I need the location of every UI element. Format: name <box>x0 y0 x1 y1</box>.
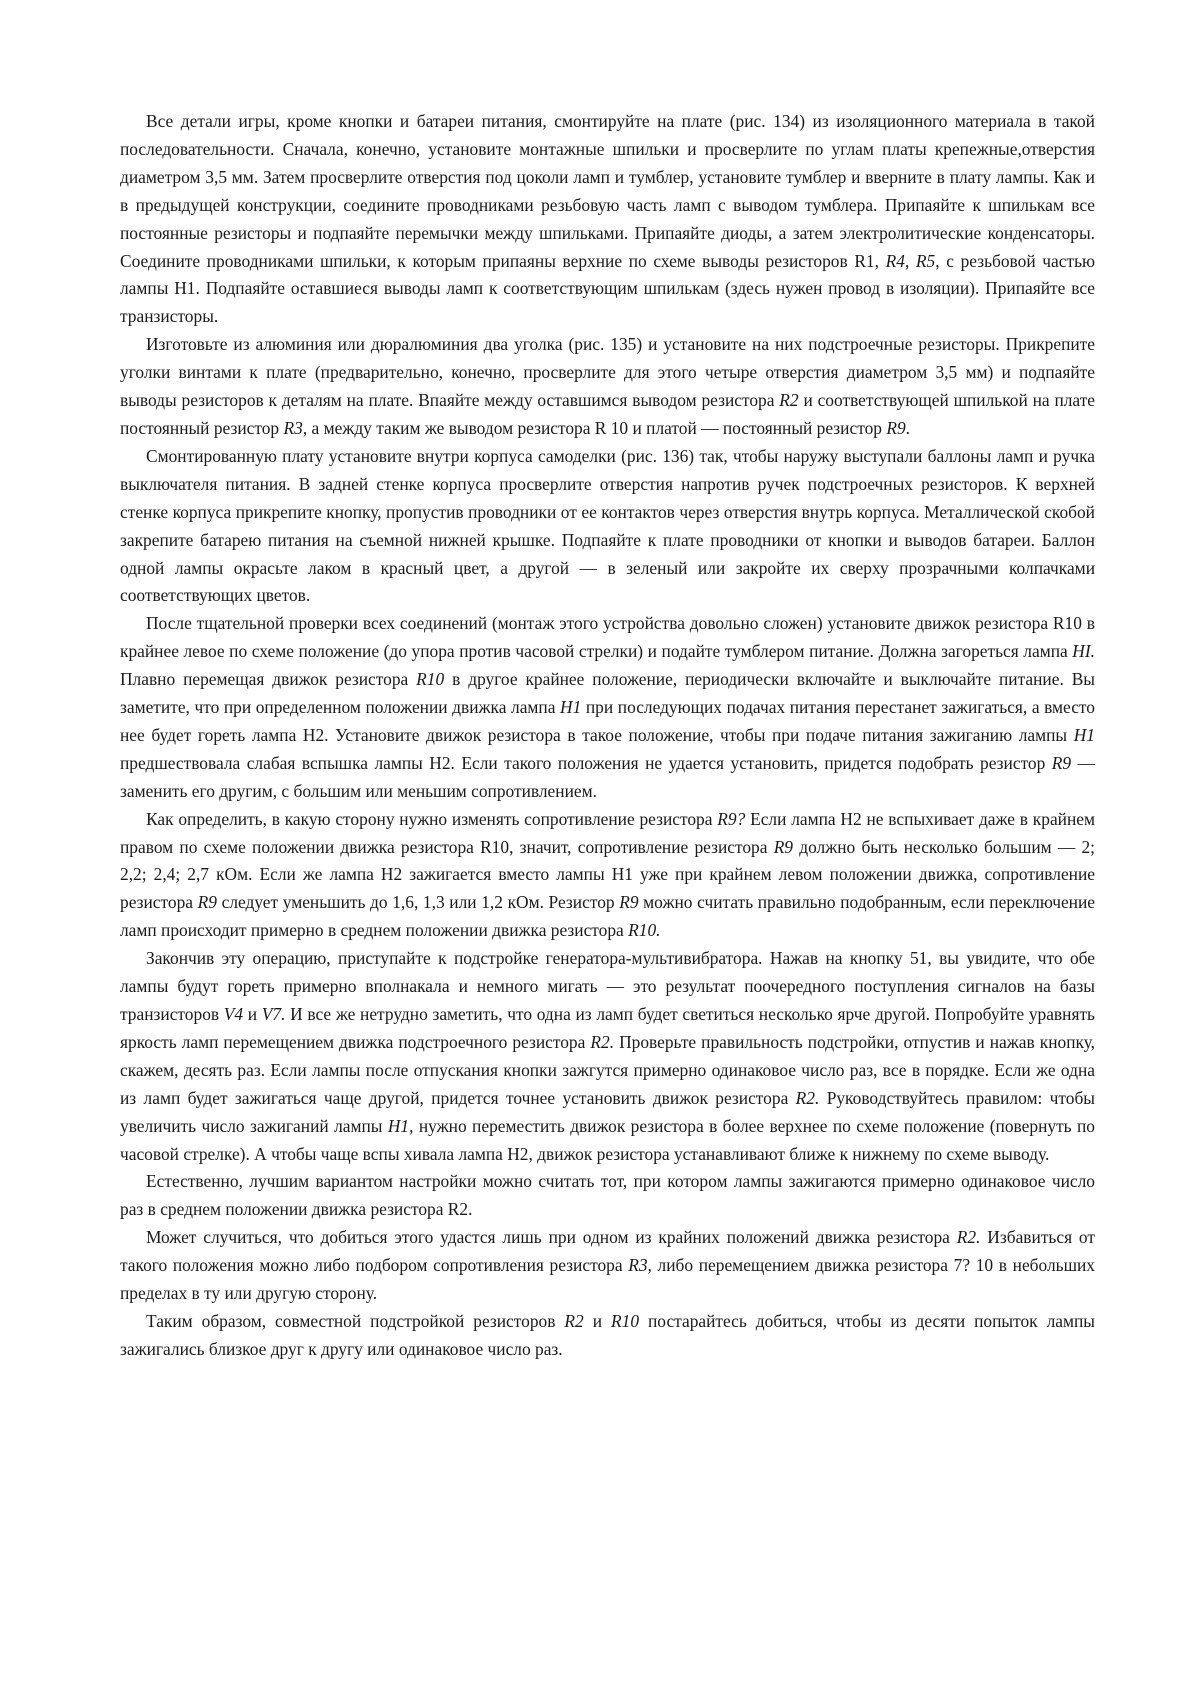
text-run-italic: H1, <box>387 1115 414 1136</box>
text-run: постарайтесь добиться, чтобы из десяти попыток лампы зажигались близкое друг к другу или одинаковое число раз. <box>120 1310 1095 1359</box>
text-run-italic: R2. <box>590 1031 615 1052</box>
paragraph-2 <box>120 331 1095 443</box>
text-run: Естественно, лучшим вариантом настройки можно считать тот, при котором лампы зажигаются примерно одинаковое число раз в среднем положении движка резистора R2. <box>120 1171 1095 1220</box>
text-run: Таким образом, совместной подстройкой резисторов <box>146 1310 565 1331</box>
text-run: , а между таким же выводом резистора R 10 и платой — постоянный резистор <box>302 417 887 438</box>
text-run: Избавиться от такого положения можно либо подбором сопротивления резистора <box>120 1227 1095 1276</box>
text-run: Изготовьте из алюминия или дюралюминия два уголка (рис. 135) и установите на них подстроечные резисторы. Прикрепите уголки винтами к плате (предварительно, конечно, просверлите для этого четыре отверстия диаметром 3,5 мм) и подпаяйте выводы резисторов к деталям на плате. Впаяйте между оставшимся выводом резистора <box>120 334 1095 411</box>
text-run: Смонтированную плату установите внутри корпуса самоделки (рис. 136) так, чтобы наружу выступали баллоны ламп и ручка выключателя питания. В задней стенке корпуса просверлите отверстия напротив ручек подстроечных резисторов. К верхней стенке корпуса прикрепите кнопку, пропустив проводники от ее контактов через отверстия внутрь корпуса. Металлической скобой закрепите батарею питания на съемной нижней крышке. Подпаяйте к плате проводники от кнопки и выводов батареи. Баллон одной лампы окрасьте лаком в красный цвет, а другой — в зеленый или закройте их сверху прозрачными колпачками соответствующих цветов. <box>120 445 1095 606</box>
text-run: , <box>904 250 916 271</box>
text-run-italic: R9 <box>619 892 639 913</box>
paragraph-3 <box>120 443 1095 610</box>
text-run: можно считать правильно подобранным, если переключение ламп происходит примерно в среднем положении движка резистора <box>120 892 1095 941</box>
text-run-italic: HI. <box>1072 641 1095 662</box>
text-run: при последующих подачах питания перестанет зажигаться, а вместо нее будет гореть лампа Н2. Установите движок резистора в такое положение, чтобы при подаче питания зажиганию лампы <box>120 697 1095 745</box>
text-run-italic: R10 <box>611 1310 640 1331</box>
text-run: После тщательной проверки всех соединений (монтаж этого устройства довольно сложен) установите движок резистора R10 в крайнее левое по схеме положение (до упора против часовой стрелки) и подайте тумблером питание. Должна загореться лампа <box>120 613 1095 662</box>
text-run-italic: R2 <box>564 1310 584 1331</box>
text-run: Если лампа Н2 не вспыхивает даже в крайнем правом по схеме положении движка резистора R10, значит, сопротивление резистора <box>120 808 1096 857</box>
text-run: в другое крайнее положение, периодически включайте и выключайте питание. Вы заметите, что при определенном положении движка лампа <box>120 669 1095 718</box>
text-run-italic: R5 <box>915 250 936 271</box>
text-run-italic: V7. <box>261 1004 286 1024</box>
text-run: либо перемещением движка резистора 7? 10 в небольших пределах в ту или другую сторону. <box>120 1255 1095 1304</box>
text-run: предшествовала слабая вспышка лампы Н2. Если такого положения не удается установить, придется подобрать резистор <box>120 752 1052 773</box>
paragraph-6 <box>120 945 1095 1168</box>
text-run-italic: H1 <box>560 697 582 718</box>
paragraph-5 <box>120 806 1095 946</box>
paragraph-8 <box>120 1224 1095 1308</box>
text-run-italic: R9 <box>1051 752 1072 773</box>
text-run-italic: R9 <box>886 417 906 438</box>
text-run: Плавно перемещая движок резистора <box>120 669 417 690</box>
text-run-italic: V4 <box>223 1004 244 1024</box>
text-run-italic: R3, <box>628 1255 652 1276</box>
text-run: Закончив эту операцию, приступайте к подстройке генератора-мультивибратора. Нажав на кнопку 51, вы увидите, что обе лампы будут гореть примерно вполнакала и немного мигать — это результат поочередного поступления сигналов на базы транзисторов <box>120 948 1095 1024</box>
text-run-italic: R2. <box>795 1087 820 1108</box>
paragraph-7 <box>120 1168 1095 1224</box>
text-run: Может случиться, что добиться этого удастся лишь при одном из крайних положений движка резистора <box>146 1227 957 1248</box>
text-run-italic: R4 <box>885 250 905 271</box>
text-run-italic: R2 <box>779 390 799 411</box>
text-run-italic: R2. <box>956 1227 981 1248</box>
text-run-italic: R9 <box>197 892 217 913</box>
text-run: нужно переместить движок резистора в более верхнее по схеме положение (повернуть по часовой стрелке). А чтобы чаще вспы хивала лампа Н2, движок резистора устанавливают ближе к нижнему по схеме выводу. <box>120 1115 1095 1164</box>
document-page <box>120 108 1095 1364</box>
text-run: — заменить его другим, с большим или меньшим сопротивлением. <box>120 752 1095 801</box>
text-run: Руководствуйтесь правилом: чтобы увеличить число зажиганий лампы <box>120 1087 1095 1136</box>
paragraph-9 <box>120 1308 1095 1364</box>
text-run-italic: R10. <box>628 920 661 941</box>
text-run: Как определить, в какую сторону нужно изменять сопротивление резистора <box>146 808 718 829</box>
text-run-italic: R9 <box>773 836 794 857</box>
text-run: . <box>905 417 911 438</box>
text-run: и <box>243 1004 262 1024</box>
text-run: и <box>583 1310 612 1331</box>
text-run-italic: R10 <box>416 669 445 690</box>
text-run: И все же нетрудно заметить, что одна из ламп будет светиться несколько ярче другой. Попробуйте уравнять яркость ламп перемещением движка подстроечного резистора <box>120 1004 1095 1052</box>
text-run-italic: H1 <box>1073 724 1095 745</box>
paragraph-4 <box>120 610 1095 805</box>
text-run: , с резьбовой частью лампы Н1. Подпаяйте оставшиеся выводы ламп к соответствующим шпилькам (здесь нужен провод в изоляции). Припаяйте все транзисторы. <box>120 250 1095 327</box>
text-run-italic: R9? <box>717 808 746 829</box>
text-run: следует уменьшить до 1,6, 1,3 или 1,2 кОм. Резистор <box>216 892 620 913</box>
text-run: и соответствующей шпилькой на плате постоянный резистор <box>120 390 1096 438</box>
text-run: должно быть несколько большим — 2; 2,2; 2,4; 2,7 кОм. Если же лампа Н2 зажигается вместо лампы Н1 уже при крайнем левом положении движка, сопротивление резистора <box>120 836 1095 913</box>
text-run-italic: R3 <box>283 417 303 438</box>
text-run: Проверьте правильность подстройки, отпустив и нажав кнопку, скажем, десять раз. Если лампы после отпускания кнопки зажгутся примерно одинаковое число раз, все в порядке. Если же одна из ламп будет зажигаться чаще другой, придется точнее установить движок резистора <box>120 1031 1096 1108</box>
paragraph-1 <box>120 108 1095 331</box>
text-run: Все детали игры, кроме кнопки и батареи питания, смонтируйте на плате (рис. 134) из изоляционного материала в такой последовательности. Сначала, конечно, установите монтажные шпильки и просверлите по углам платы крепежные,отверстия диаметром 3,5 мм. Затем просверлите отверстия под цоколи ламп и тумблер, установите тумблер и вверните в плату лампы. Как и в предыдущей конструкции, соедините проводниками резьбовую часть ламп с выводом тумблера. Припаяйте к шпилькам все постоянные резисторы и подпаяйте перемычки между шпильками. Припаяйте диоды, а затем электролитические конденсаторы. Соедините проводниками шпильки, к которым припаяны верхние по схеме выводы резисторов R1, <box>120 111 1095 271</box>
